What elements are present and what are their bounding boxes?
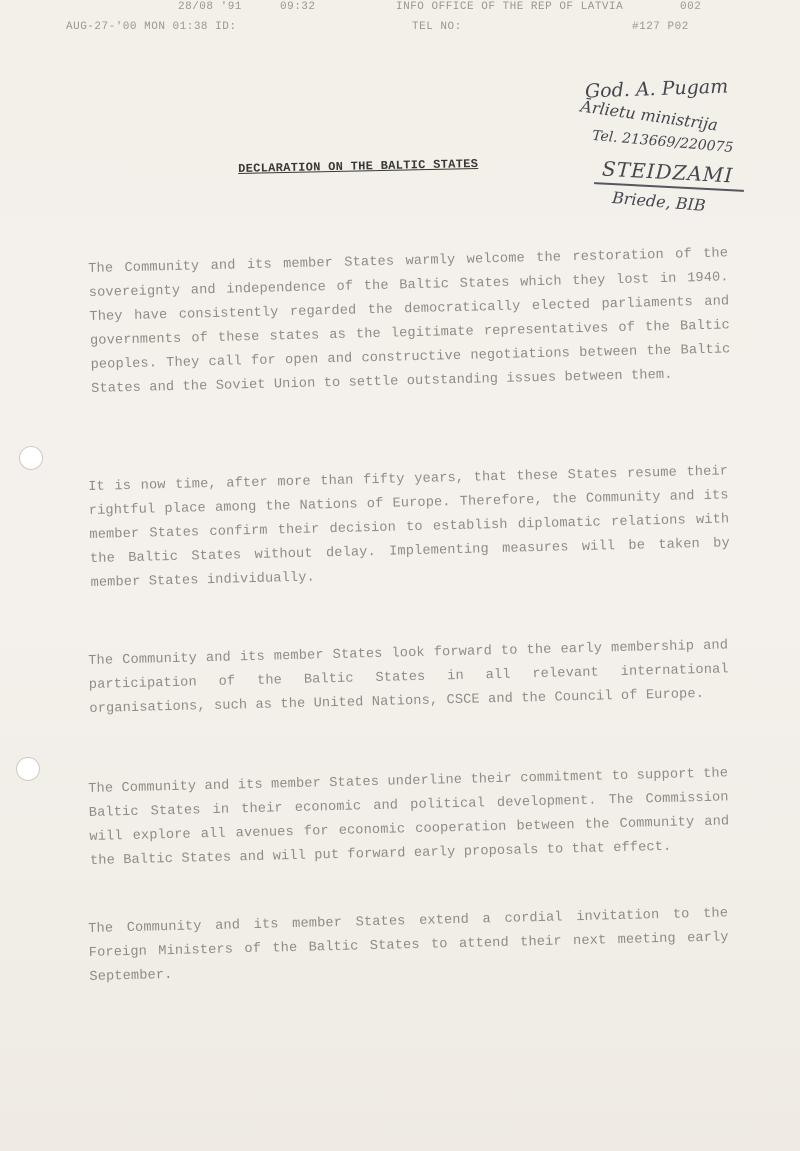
paragraph-4: The Community and its member States underline their commitment to support the Baltic States in their economic and political development. The Commission will explore all avenues for economic cooperation between the Community and the Baltic States and will put forward early proposals to that effect. xyxy=(88,765,730,869)
fax-time: 09:32 xyxy=(280,1,316,13)
paragraph-3: The Community and its member States look forward to the early membership and participation of the Baltic States in all relevant international organisations, such as the United Nations, CSCE and the Council of Europe. xyxy=(88,637,729,717)
fax-date: 28/08 '91 xyxy=(178,1,242,13)
fax-transmit-stamp: AUG-27-'00 MON 01:38 ID: xyxy=(66,21,237,33)
paragraph-1: The Community and its member States warmly welcome the restoration of the sovereignty and independence of the Baltic States which they lost in 1940. They have consistently regarded the democratically elected parliaments and governments of these states as the legitimate representatives of the Baltic peoples. They call for open and constructive negotiations between the Baltic States and the Soviet Union to settle outstanding issues between them. xyxy=(88,245,731,397)
handwritten-note-line-1: God. A. Pugam xyxy=(584,75,729,103)
handwritten-note-urgent: STEIDZAMI xyxy=(601,156,734,188)
punch-hole xyxy=(16,757,40,781)
punch-hole xyxy=(19,446,43,470)
paragraph-5: The Community and its member States extend a cordial invitation to the Foreign Ministers of the Baltic States to attend their next meeting early September. xyxy=(88,905,729,985)
paragraph-2: It is now time, after more than fifty years, that these States resume their rightful place among the Nations of Europe. Therefore, the Community and its member States confirm their decision to establish diplomatic relations with the Baltic States without delay. Implementing measures will be taken by member States individually. xyxy=(88,463,731,591)
fax-sender: INFO OFFICE OF THE REP OF LATVIA xyxy=(396,1,624,13)
document-title: DECLARATION ON THE BALTIC STATES xyxy=(238,156,479,176)
handwritten-note-line-3: Tel. 213669/220075 xyxy=(591,127,734,157)
fax-code: 002 xyxy=(680,1,702,13)
fax-tel: TEL NO: xyxy=(412,21,462,33)
handwritten-note-signature: Briede, BIB xyxy=(611,187,707,216)
fax-page-number: #127 P02 xyxy=(632,21,689,33)
handwritten-note-line-2: Ārlietu ministrija xyxy=(579,96,719,135)
